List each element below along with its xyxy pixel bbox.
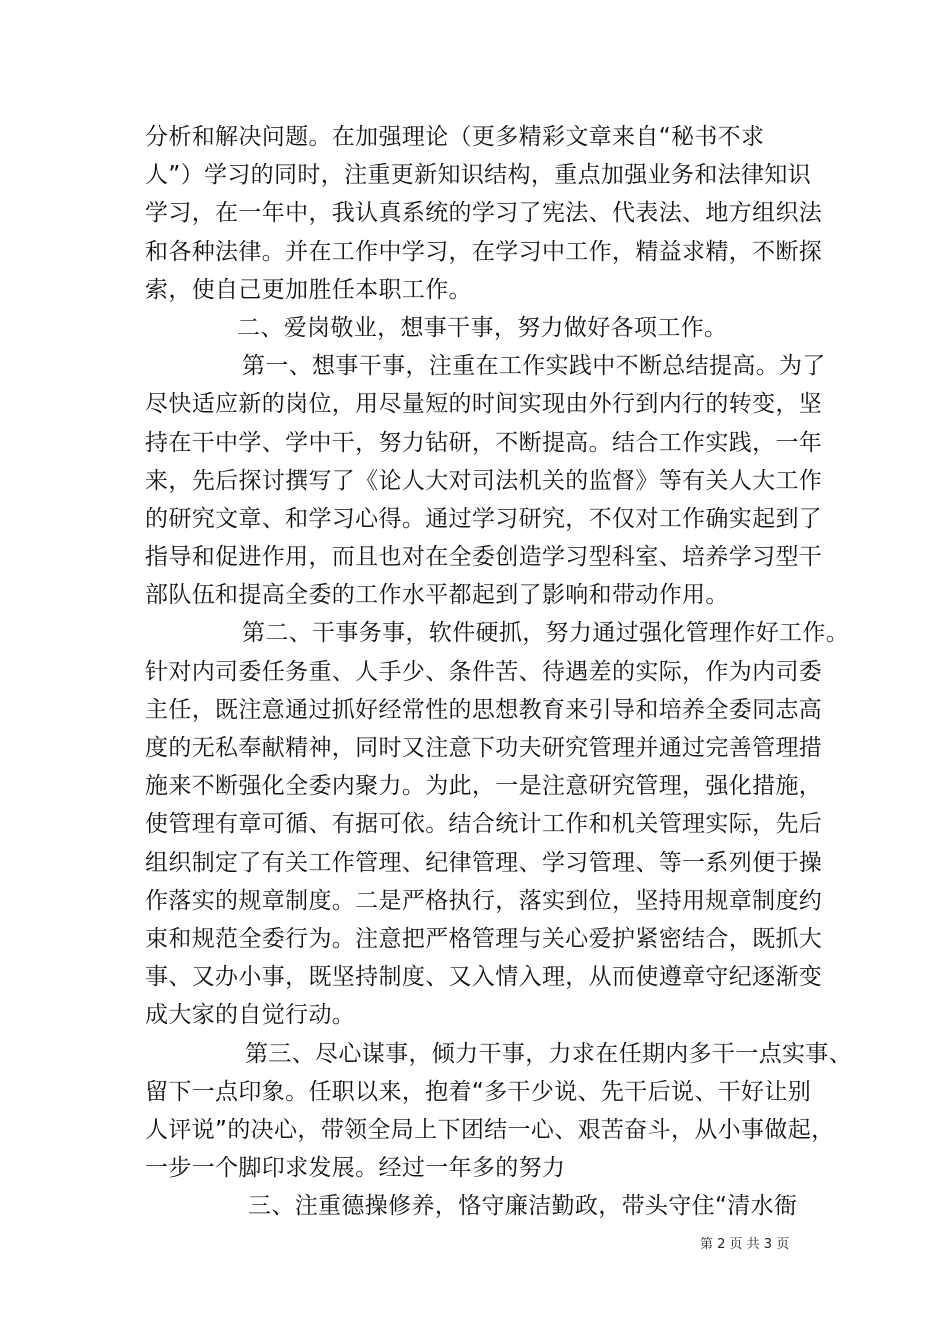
text-line: 学习，在一年中，我认真系统的学习了宪法、代表法、地方组织法 [145, 200, 823, 227]
page-number-footer: 第 2 页 共 3 页 [700, 1237, 790, 1252]
text-line: 主任，既注意通过抓好经常性的思想教育来引导和培养全委同志高 [145, 696, 823, 723]
text-line: 部队伍和提高全委的工作水平都起到了影响和带动作用。 [145, 582, 729, 609]
text-line: 来，先后探讨撰写了《论人大对司法机关的监督》等有关人大工作 [145, 467, 823, 494]
text-line: 第三、尽心谋事，倾力干事，力求在任期内多干一点实事、 [245, 1040, 853, 1067]
body-text [145, 118, 853, 1225]
text-line: 分析和解决问题。在加强理论（更多精彩文章来自“秘书不求 [145, 124, 765, 150]
text-line: 成大家的自觉行动。 [145, 1002, 356, 1029]
text-line: 索，使自己更加胜任本职工作。 [145, 276, 472, 303]
text-line: 组织制定了有关工作管理、纪律管理、学习管理、等一系列便于操 [145, 849, 823, 876]
text-line: 第一、想事干事，注重在工作实践中不断总结提高。为了 [242, 353, 826, 380]
text-line: 人”）学习的同时，注重更新知识结构，重点加强业务和法律知识 [145, 162, 812, 189]
text-line: 人评说”的决心，带领全局上下团结一心、艰苦奋斗，从小事做起， [145, 1116, 835, 1143]
text-line: 三、注重德操修养，恪守廉洁勤政，带头守住“清水衙 [248, 1193, 798, 1220]
text-line: 第二、干事务事，软件硬抓，努力通过强化管理作好工作。 [242, 620, 850, 647]
text-line: 指导和促进作用，而且也对在全委创造学习型科室、培养学习型干 [145, 544, 823, 571]
text-line: 和各种法律。并在工作中学习，在学习中工作，精益求精，不断探 [145, 238, 823, 265]
text-line: 尽快适应新的岗位，用尽量短的时间实现由外行到内行的转变，坚 [145, 391, 823, 418]
text-line: 束和规范全委行为。注意把严格管理与关心爱护紧密结合，既抓大 [145, 925, 823, 952]
text-line: 持在干中学、学中干，努力钻研，不断提高。结合工作实践，一年 [145, 429, 823, 456]
text-line: 度的无私奉献精神，同时又注意下功夫研究管理并通过完善管理措 [145, 735, 823, 761]
text-line: 施来不断强化全委内聚力。为此，一是注意研究管理，强化措施， [145, 773, 823, 800]
text-line: 作落实的规章制度。二是严格执行，落实到位，坚持用规章制度约 [145, 887, 823, 914]
text-line: 针对内司委任务重、人手少、条件苦、待遇差的实际，作为内司委 [145, 658, 823, 685]
text-line: 留下一点印象。任职以来，抱着“多干少说、先干后说、干好让别 [145, 1078, 812, 1105]
text-line: 的研究文章、和学习心得。通过学习研究，不仅对工作确实起到了 [145, 505, 823, 532]
text-line: 一步一个脚印求发展。经过一年多的努力 [145, 1155, 566, 1182]
text-line: 事、又办小事，既坚持制度、又入情入理，从而使遵章守纪逐渐变 [145, 964, 823, 991]
text-line: 使管理有章可循、有据可依。结合统计工作和机关管理实际，先后 [145, 811, 823, 838]
text-line: 二、爱岗敬业，想事干事，努力做好各项工作。 [237, 314, 728, 341]
